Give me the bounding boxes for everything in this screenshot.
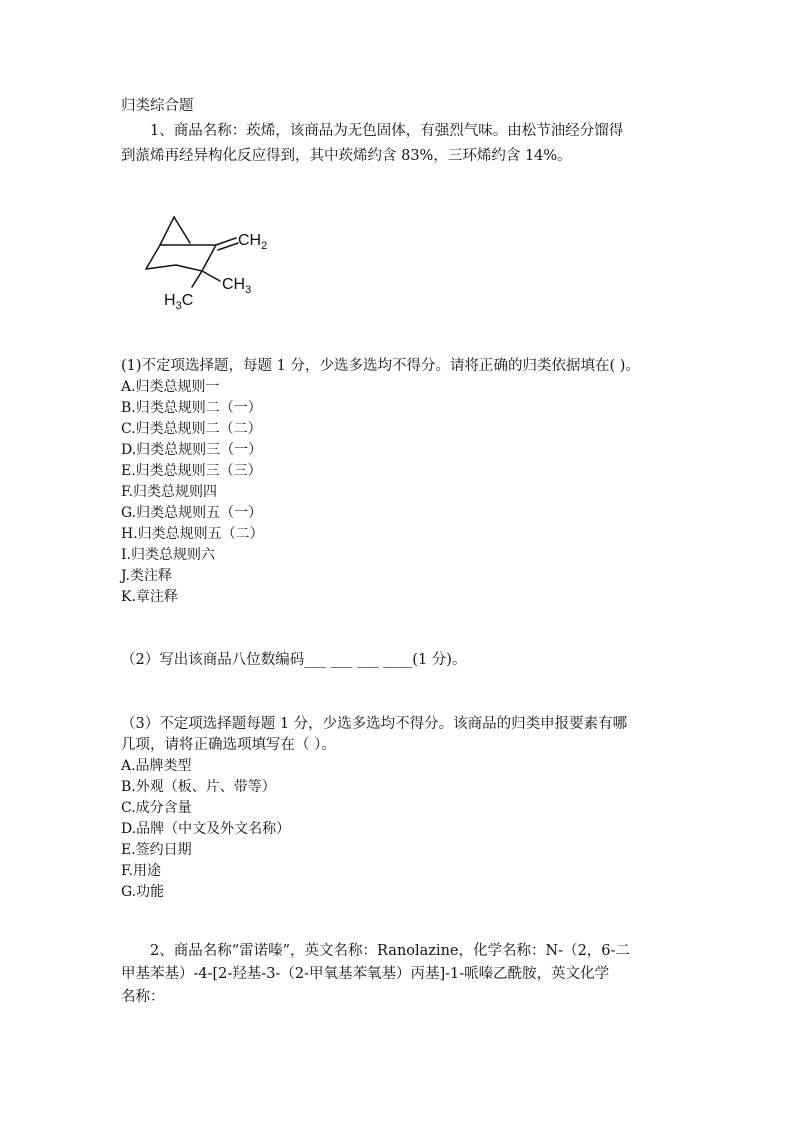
q1-part1-option: B.归类总规则二（一） (121, 400, 262, 416)
bond (146, 265, 176, 269)
q1-part1-option: K.章注释 (121, 589, 178, 605)
q1-part1-option: D.归类总规则三（一） (121, 442, 263, 458)
bond (176, 265, 202, 271)
q1-part1-option: I.归类总规则六 (121, 547, 215, 563)
q1-part1-option: A.归类总规则一 (121, 379, 220, 395)
q1-part1-option: H.归类总规则五（二） (121, 526, 264, 542)
q2-line3: 名称： (121, 989, 165, 1005)
q1-part1-option: J.类注释 (121, 568, 172, 584)
q1-part3-option: G.功能 (121, 884, 165, 900)
q1-intro-line2: 到蒎烯再经异构化反应得到，其中莰烯约含 83%，三环烯约含 14%。 (121, 148, 572, 164)
q1-part3-prompt-line2: 几项，请将正确选项填写在（ ）。 (121, 737, 336, 753)
q1-part3-option: E.签约日期 (121, 842, 192, 858)
bond (146, 245, 160, 269)
q1-part3-option: F.用途 (121, 863, 161, 879)
q1-part3-option: D.品牌（中文及外文名称） (121, 821, 291, 837)
bond (202, 271, 220, 281)
bond (218, 243, 238, 250)
q1-part3-option: A.品牌类型 (121, 758, 192, 774)
h3c-label: $H_3C$ (164, 292, 194, 312)
q1-part3-prompt-line1: （3）不定项选择题每题 1 分，少选多选均不得分。该商品的归类申报要素有哪 (121, 716, 628, 732)
document-title: 归类综合题 (121, 98, 194, 114)
q1-part3-option: B.外观（板、片、带等） (121, 779, 276, 795)
ch2-label: $CH_2$ (238, 232, 268, 252)
q1-part1-prompt: (1)不定项选择题，每题 1 分，少选多选均不得分。请将正确的归类依据填在( )。 (121, 358, 640, 374)
q1-part3-option: C.成分含量 (121, 800, 192, 816)
camphene-structure-diagram (130, 205, 300, 315)
bond (160, 217, 174, 245)
q1-part2-prompt: （2）写出该商品八位数编码___ ___ ___ ____(1 分)。 (121, 652, 467, 668)
bond (174, 217, 190, 243)
q1-part1-option: E.归类总规则三（三） (121, 463, 262, 479)
q1-part1-option: G.归类总规则五（一） (121, 505, 263, 521)
bond (192, 271, 202, 287)
q1-part1-option: C.归类总规则二（二） (121, 421, 262, 437)
q2-line1: 2、商品名称“雷诺嗪”，英文名称：Ranolazine，化学名称：N-（2，6-二 (150, 943, 630, 959)
ch3-label: $CH_3$ (222, 276, 252, 296)
q2-line2: 甲基苯基）-4-[2-羟基-3-（2-甲氧基苯氧基）丙基]-1-哌嗪乙酰胺，英文化学 (121, 966, 610, 982)
bond (216, 238, 236, 245)
bond (202, 245, 216, 271)
q1-part1-option: F.归类总规则四 (121, 484, 217, 500)
q1-intro-line1: 1、商品名称：莰烯，该商品为无色固体，有强烈气味。由松节油经分馏得 (150, 123, 624, 139)
